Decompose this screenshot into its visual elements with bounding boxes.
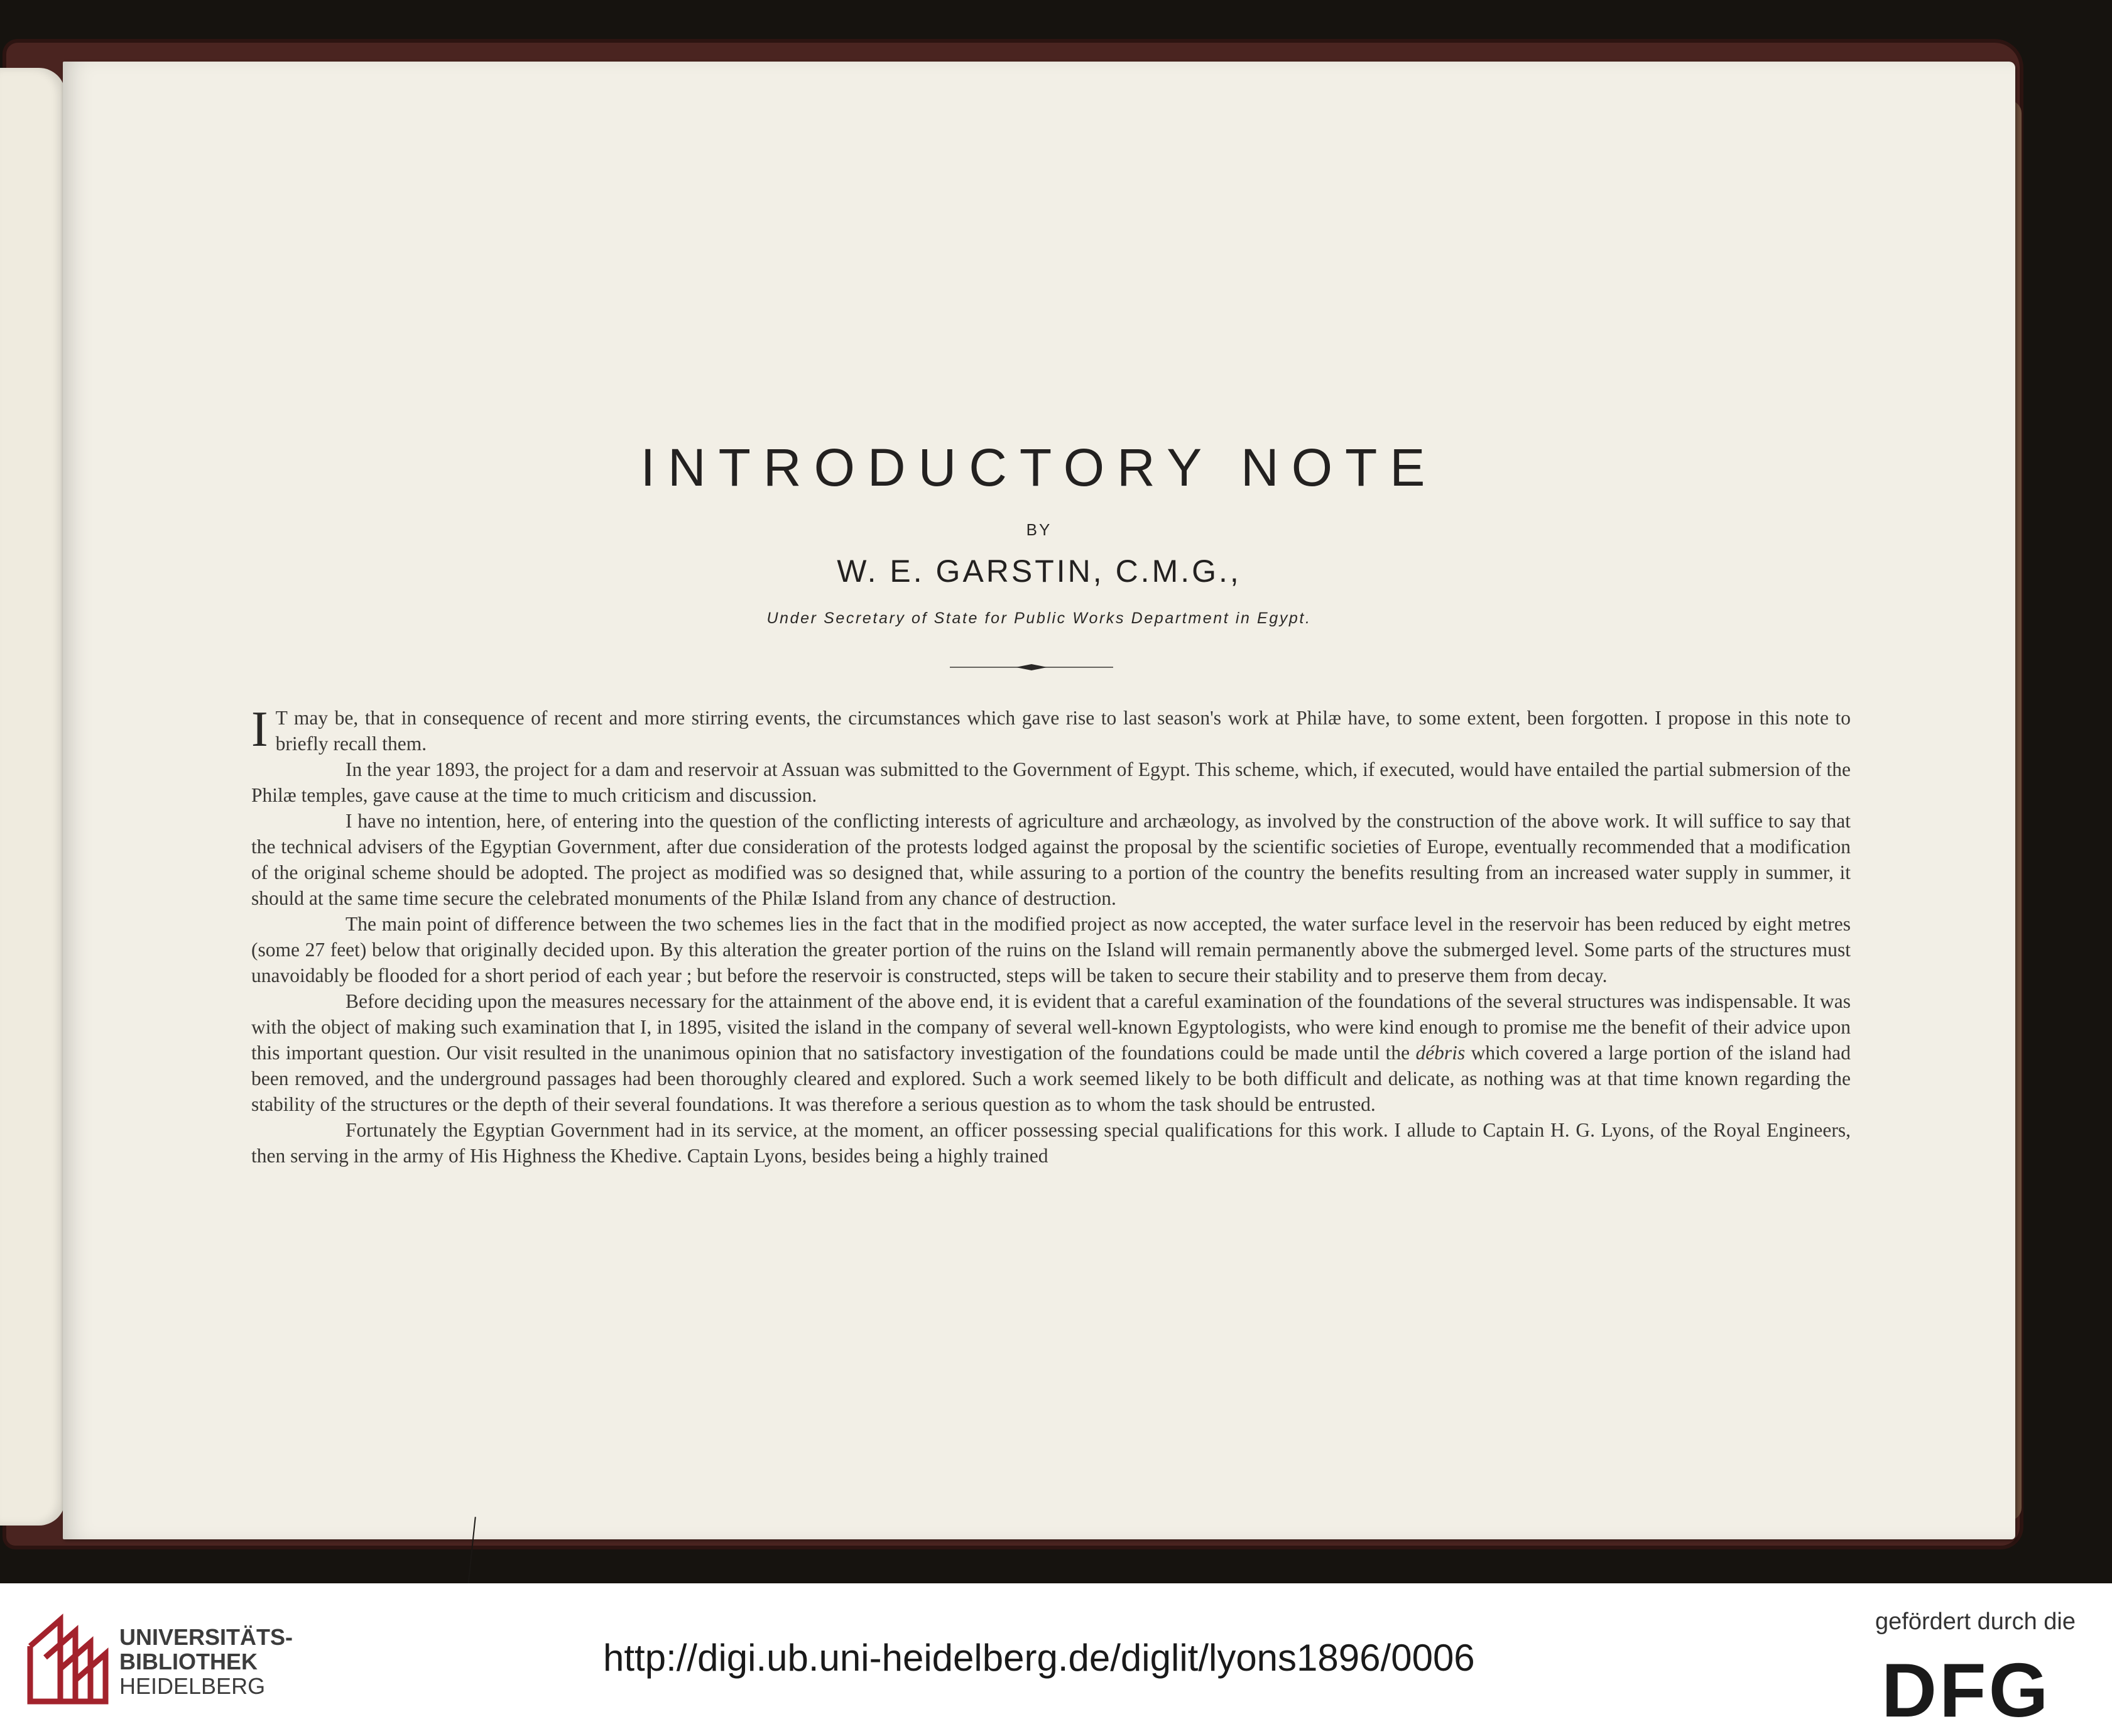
book-page	[63, 62, 2015, 1539]
body-text	[251, 702, 1851, 1169]
paragraph-5	[251, 988, 1851, 1117]
paragraph-5-italic: débris	[1415, 1042, 1466, 1064]
funding-label: gefördert durch die	[1875, 1608, 2076, 1635]
library-name	[119, 1625, 293, 1698]
paragraph-2: In the year 1893, the project for a dam and reservoir at Assuan was submitted to the Government of Egypt. This scheme, which, if executed, would have entailed the partial submersion of the Philæ temples, gave cause at the time to much criticism and discussion.	[251, 758, 1851, 806]
source-url-link[interactable]: http://digi.ub.uni-heidelberg.de/diglit/lyons1896/0006	[603, 1637, 1475, 1679]
author-name: W. E. GARSTIN, C.M.G.,	[837, 554, 1241, 589]
paragraph-6: Fortunately the Egyptian Government had in its service, at the moment, an officer possessing special qualifications for this work. I allude to Captain H. G. Lyons, of the Royal Engineers, then serving in the army of His Highness the Khedive. Captain Lyons, besides being a highly trained	[251, 1119, 1851, 1167]
paragraph-1	[251, 702, 1851, 757]
author-title: Under Secretary of State for Public Works Department in Egypt.	[766, 609, 1312, 627]
dfg-logo: DFG	[1881, 1647, 2051, 1733]
ub-heidelberg-logo-icon	[24, 1613, 113, 1708]
library-name-line-2: BIBLIOTHEK	[119, 1649, 258, 1674]
page-title: INTRODUCTORY NOTE	[640, 438, 1438, 497]
facing-page-edge	[0, 68, 65, 1526]
drop-cap: I	[251, 702, 268, 757]
library-name-line-1: UNIVERSITÄTS-	[119, 1624, 293, 1650]
paragraph-3: I have no intention, here, of entering into the question of the conflicting interests of agriculture and archæology, as involved by the construction of the above work. It will suffice to say that the technical advisers of the Egyptian Government, after due consideration of the protests lodged against the proposal by the scientific societies of Europe, eventually recommended that a modification of the original scheme should be adopted. The project as modified was so designed that, while assuring to a portion of the country the benefits resulting from an increased water supply in summer, it should at the same time secure the celebrated monuments of the Philæ Island from any chance of destruction.	[251, 810, 1851, 909]
library-name-line-3: HEIDELBERG	[119, 1673, 266, 1699]
paragraph-5-text-a: Before deciding upon the measures necessary for the attainment of the above end, it is evident that a careful examination of the foundations of the several structures was indispensable. It was with the object of making such examination that I, in 1895, visited the island in the company of several well-known Egyptologists, who were kind enough to promise me the benefit of their advice upon this important question. Our visit resulted in the unanimous opinion that no satisfactory investigation of the foundations could be made until the	[251, 990, 1851, 1064]
paragraph-1-text: T may be, that in consequence of recent and more stirring events, the circumstances which gave rise to last season's work at Philæ have, to some extent, been forgotten. I propose in this note to briefly recall them.	[275, 707, 1851, 755]
footer-bar	[0, 1583, 2112, 1736]
byline-label: BY	[1026, 520, 1052, 539]
diamond-rule-ornament-icon	[950, 662, 1113, 672]
paragraph-5-text-b: which covered a large portion of the island had been removed, and the underground passages had been thoroughly cleared and explored. Such a work seemed likely to be both difficult and delicate, as nothing was at that time known regarding the stability of the structures or the depth of their several foundations. It was therefore a serious question as to whom the task should be entrusted.	[251, 1042, 1851, 1115]
paragraph-4: The main point of difference between the two schemes lies in the fact that in the modified project as now accepted, the water surface level in the reservoir has been reduced by eight metres (some 27 feet) below that originally decided upon. By this alteration the greater portion of the ruins on the Island will remain permanently above the submerged level. Some parts of the structures must unavoidably be flooded for a short period of each year ; but before the reservoir is constructed, steps will be taken to secure their stability and to preserve them from decay.	[251, 913, 1851, 986]
